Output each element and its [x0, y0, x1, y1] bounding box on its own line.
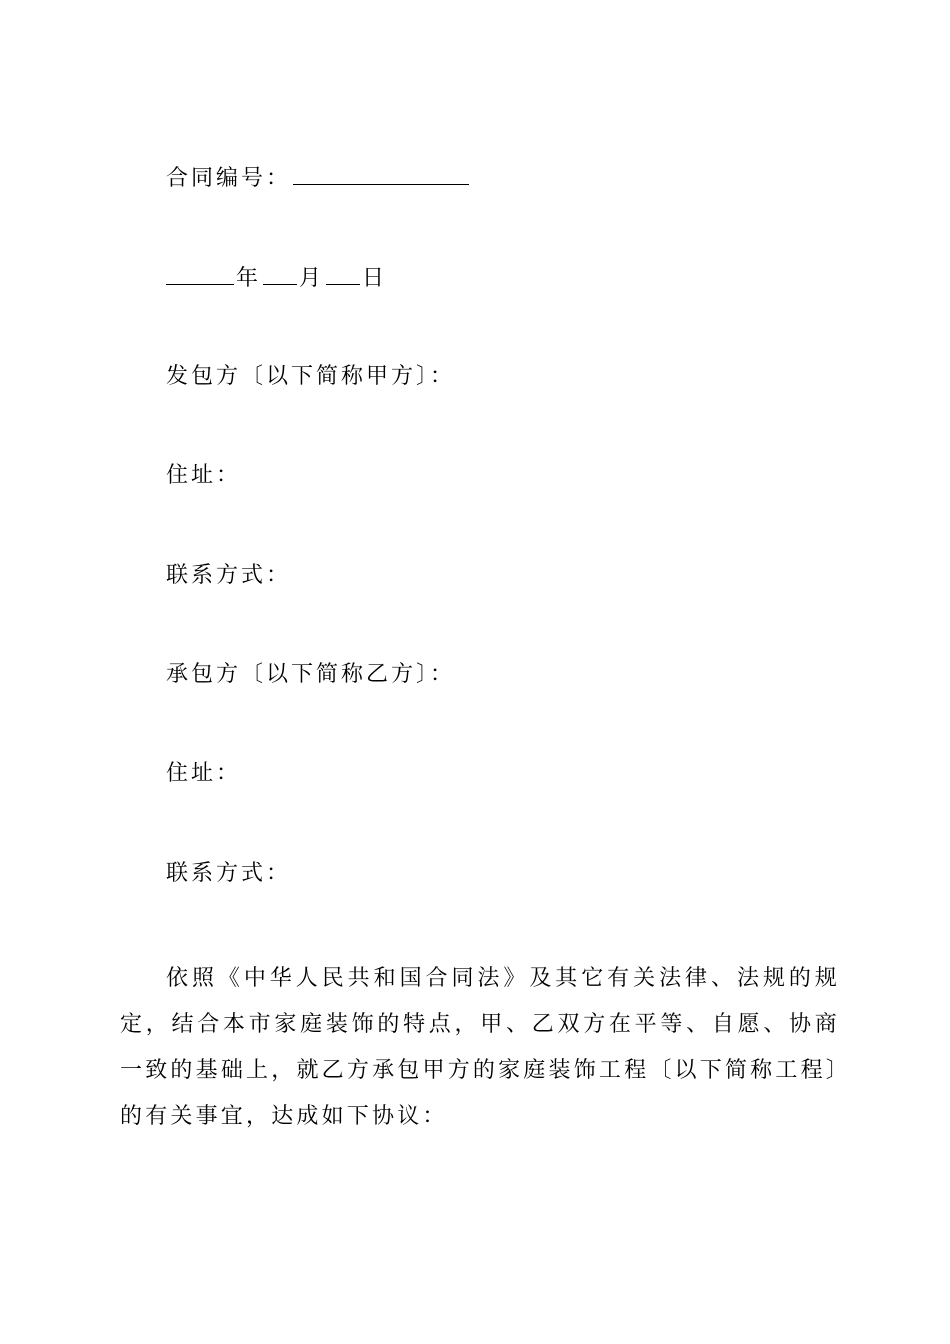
contract-number-row — [166, 162, 471, 194]
party-b-label: 承包方〔以下简称乙方〕： — [166, 662, 456, 687]
party-a-contact-label: 联系方式： — [166, 563, 292, 588]
party-b-contact-label: 联系方式： — [166, 861, 292, 886]
party-a-address-label: 住址： — [166, 463, 242, 488]
date-row — [166, 262, 387, 294]
party-b-address-label: 住址： — [166, 761, 242, 786]
month-blank — [263, 262, 297, 285]
party-a-label: 发包方〔以下简称甲方〕： — [166, 364, 456, 389]
contract-number-blank — [293, 162, 469, 185]
year-label: 年 — [236, 266, 262, 291]
day-label: 日 — [362, 266, 388, 291]
day-blank — [326, 262, 360, 285]
year-blank — [166, 262, 234, 285]
month-label: 月 — [299, 266, 325, 291]
contract-number-label: 合同编号： — [166, 166, 292, 191]
preamble-paragraph: 依照《中华人民共和国合同法》及其它有关法律、法规的规定，结合本市家庭装饰的特点，甲、乙双方在平等、自愿、协商一致的基础上，就乙方承包甲方的家庭装饰工程〔以下简称工程〕的有关事宜，达成如下协议： — [120, 966, 840, 1129]
